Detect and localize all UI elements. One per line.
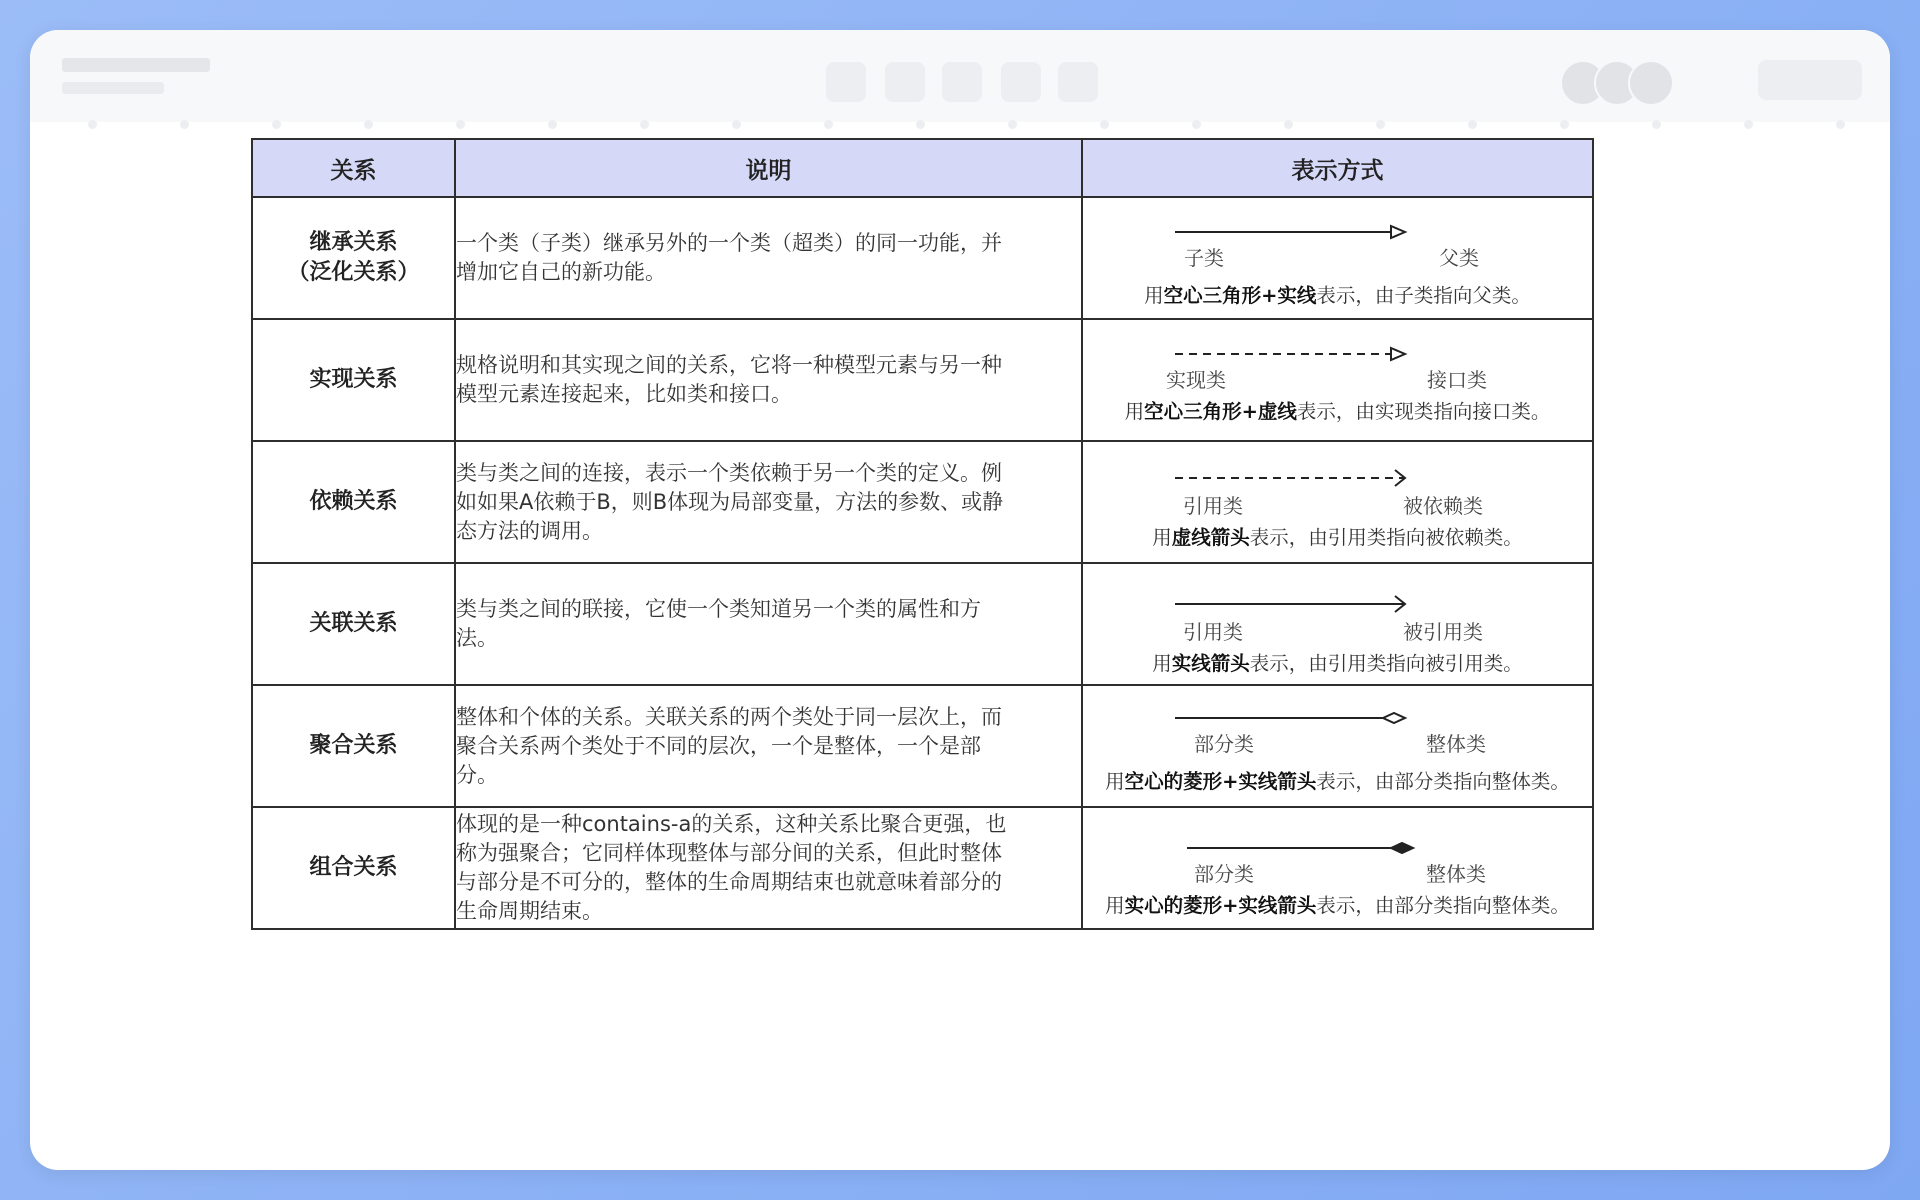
caption-prefix: 用 — [1144, 284, 1164, 307]
divider-dot — [1836, 120, 1845, 129]
table-row — [252, 685, 1593, 807]
divider-dot — [1560, 120, 1569, 129]
caption-suffix: 表示，由部分类指向整体类。 — [1316, 894, 1570, 917]
caption-emphasis: 空心三角形+虚线 — [1144, 400, 1297, 423]
caption-suffix: 表示，由子类指向父类。 — [1316, 284, 1531, 307]
description-line: 类与类之间的连接，表示一个类依赖于另一个类的定义。例 — [456, 460, 1002, 485]
toolbar-button-2[interactable] — [885, 62, 925, 102]
divider-dot — [180, 120, 189, 129]
caption-emphasis: 实线箭头 — [1171, 652, 1250, 675]
relation-name — [252, 807, 455, 929]
description-line: 法。 — [456, 626, 498, 650]
description-line: 类与类之间的联接，它使一个类知道另一个类的属性和方 — [456, 597, 981, 621]
target-class-label: 被依赖类 — [1403, 494, 1483, 518]
notation-caption — [1083, 522, 1592, 550]
caption-prefix: 用 — [1124, 400, 1145, 423]
relation-notation — [1082, 685, 1593, 807]
caption-prefix: 用 — [1152, 526, 1172, 549]
description-line: 生命周期结束。 — [456, 899, 603, 923]
relation-name — [252, 563, 455, 685]
caption-prefix: 用 — [1105, 770, 1125, 793]
relation-name-line: 聚合关系 — [309, 733, 398, 758]
relation-notation — [1082, 197, 1593, 319]
relation-name — [252, 319, 455, 441]
relation-description — [455, 441, 1082, 563]
caption-prefix: 用 — [1105, 894, 1125, 917]
table-row — [252, 807, 1593, 929]
relation-name — [252, 197, 455, 319]
avatar[interactable] — [1628, 60, 1674, 106]
description-line: 与部分是不可分的，整体的生命周期结束也就意味着部分的 — [456, 870, 1002, 894]
relation-notation — [1082, 807, 1593, 929]
description-line: 增加它自己的新功能。 — [456, 260, 666, 284]
divider-dot — [1376, 120, 1385, 129]
notation-caption — [1083, 890, 1592, 918]
relation-name-line: 实现关系 — [309, 367, 398, 392]
caption-prefix: 用 — [1152, 652, 1172, 675]
source-class-label: 引用类 — [1183, 620, 1243, 644]
relation-description — [455, 319, 1082, 441]
divider-dot — [548, 120, 557, 129]
notation-caption — [1083, 280, 1592, 308]
relation-name-line: 依赖关系 — [309, 489, 398, 514]
table-row — [252, 441, 1593, 563]
action-button-placeholder[interactable] — [1758, 60, 1862, 100]
relation-description — [455, 807, 1082, 929]
header-relation: 关系 — [252, 139, 455, 197]
relation-notation — [1082, 441, 1593, 563]
source-class-label: 部分类 — [1194, 862, 1254, 886]
notation-caption — [1083, 648, 1592, 676]
caption-emphasis: 实心的菱形+实线箭头 — [1124, 894, 1317, 917]
divider-dot — [1652, 120, 1661, 129]
divider-dot — [272, 120, 281, 129]
toolbar-button-4[interactable] — [1001, 62, 1041, 102]
description-line: 聚合关系两个类处于不同的层次，一个是整体，一个是部 — [456, 733, 981, 758]
divider-dot — [88, 120, 97, 129]
notation-caption — [1083, 766, 1592, 794]
relation-name-line: （泛化关系） — [287, 260, 420, 285]
description-line: 一个类（子类）继承另外的一个类（超类）的同一功能，并 — [456, 231, 1002, 255]
divider-dot — [1744, 120, 1753, 129]
hollow-diamond-icon — [1383, 713, 1405, 723]
description-line: 整体和个体的关系。关联关系的两个类处于同一层次上，而 — [456, 704, 1002, 729]
table-header-row — [252, 139, 1593, 197]
relation-name-line: 关联关系 — [309, 611, 398, 636]
description-line: 如如果A依赖于B，则B体现为局部变量，方法的参数、或静 — [456, 489, 1004, 514]
source-class-label: 部分类 — [1194, 732, 1254, 756]
divider-dot — [1008, 120, 1017, 129]
description-line: 分。 — [456, 762, 498, 787]
relation-name — [252, 685, 455, 807]
filled-diamond-icon — [1391, 843, 1413, 853]
divider-dot — [364, 120, 373, 129]
divider-dot — [824, 120, 833, 129]
source-class-label: 子类 — [1184, 246, 1224, 270]
divider-dot — [1468, 120, 1477, 129]
caption-emphasis: 空心三角形+实线 — [1163, 284, 1317, 307]
target-class-label: 整体类 — [1426, 732, 1486, 756]
title-placeholder — [62, 58, 210, 72]
hollow-triangle-icon — [1391, 348, 1405, 360]
caption-suffix: 表示，由引用类指向被依赖类。 — [1249, 526, 1523, 549]
description-line: 模型元素连接起来，比如类和接口。 — [456, 382, 792, 406]
divider-dot — [1100, 120, 1109, 129]
subtitle-placeholder — [62, 82, 164, 94]
relation-description — [455, 563, 1082, 685]
source-class-label: 实现类 — [1166, 368, 1226, 392]
table-row — [252, 319, 1593, 441]
relation-description — [455, 685, 1082, 807]
divider-dot — [1192, 120, 1201, 129]
header-notation: 表示方式 — [1082, 139, 1593, 197]
relation-notation — [1082, 319, 1593, 441]
description-line: 规格说明和其实现之间的关系，它将一种模型元素与另一种 — [456, 353, 1002, 377]
divider-dot — [640, 120, 649, 129]
description-line: 态方法的调用。 — [456, 518, 603, 543]
description-line: 称为强聚合；它同样体现整体与部分间的关系，但此时整体 — [456, 841, 1002, 865]
target-class-label: 父类 — [1439, 246, 1479, 270]
toolbar-button-1[interactable] — [826, 62, 866, 102]
caption-suffix: 表示，由引用类指向被引用类。 — [1249, 652, 1523, 675]
divider-dot — [732, 120, 741, 129]
caption-emphasis: 虚线箭头 — [1171, 526, 1250, 549]
source-class-label: 引用类 — [1183, 494, 1243, 518]
target-class-label: 接口类 — [1427, 368, 1487, 392]
table-row — [252, 563, 1593, 685]
caption-emphasis: 空心的菱形+实线箭头 — [1124, 770, 1317, 793]
target-class-label: 被引用类 — [1403, 620, 1483, 644]
divider-dot — [456, 120, 465, 129]
relation-name-line: 继承关系 — [309, 230, 398, 255]
caption-suffix: 表示，由部分类指向整体类。 — [1316, 770, 1570, 793]
toolbar-button-5[interactable] — [1058, 62, 1098, 102]
relation-description — [455, 197, 1082, 319]
description-line: 体现的是一种contains-a的关系，这种关系比聚合更强，也 — [456, 812, 1007, 836]
divider-dot — [916, 120, 925, 129]
hollow-triangle-icon — [1391, 226, 1405, 238]
uml-relations-table — [251, 138, 1594, 930]
relation-notation — [1082, 563, 1593, 685]
header-description: 说明 — [455, 139, 1082, 197]
notation-caption — [1083, 396, 1592, 424]
relation-name — [252, 441, 455, 563]
divider-dots — [30, 120, 1890, 132]
relation-name-line: 组合关系 — [309, 855, 398, 880]
table-row — [252, 197, 1593, 319]
caption-suffix: 表示，由实现类指向接口类。 — [1296, 400, 1551, 423]
toolbar-button-3[interactable] — [942, 62, 982, 102]
target-class-label: 整体类 — [1426, 862, 1486, 886]
top-bar-placeholder — [30, 30, 1890, 122]
divider-dot — [1284, 120, 1293, 129]
